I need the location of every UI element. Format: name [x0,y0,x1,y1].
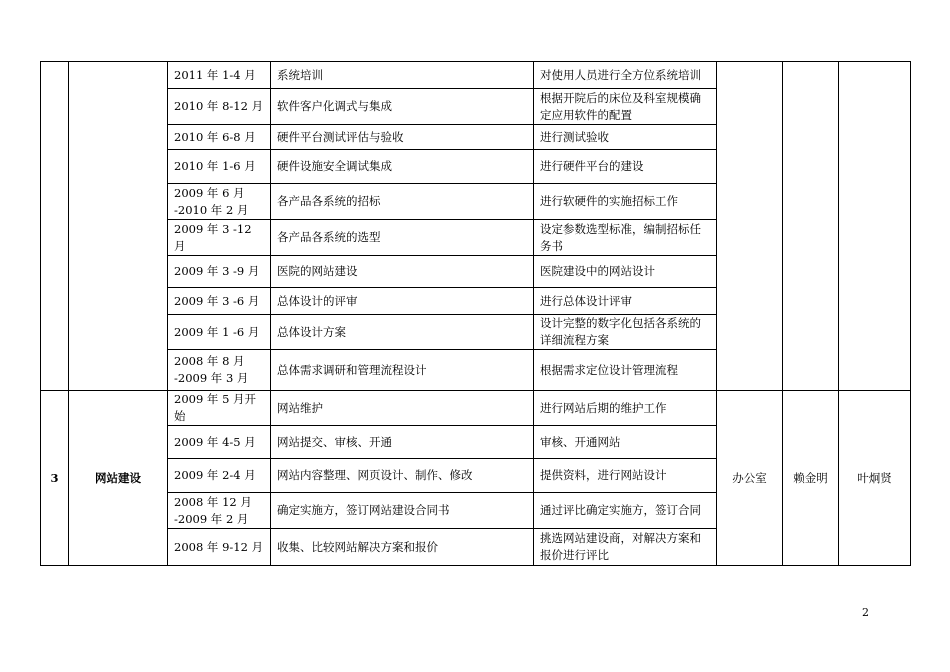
time-cell: 2009 年 6 月 -2010 年 2 月 [168,184,271,220]
item-number: 3 [41,391,69,566]
time-cell: 2009 年 3 -9 月 [168,256,271,288]
task-cell: 收集、比较网站解决方案和报价 [271,529,534,566]
time-cell: 2011 年 1-4 月 [168,62,271,89]
time-cell: 2010 年 1-6 月 [168,150,271,184]
department-cell [717,62,783,391]
content-cell: 挑选网站建设商，对解决方案和报价进行评比 [534,529,717,566]
task-cell: 各产品各系统的选型 [271,220,534,256]
task-cell: 硬件设施安全调试集成 [271,150,534,184]
project-cell [69,62,168,391]
leader-cell: 叶炯贤 [839,391,911,566]
time-cell: 2009 年 3 -12 月 [168,220,271,256]
content-cell: 设计完整的数字化包括各系统的详细流程方案 [534,315,717,350]
plan-table [40,61,911,566]
task-cell: 确定实施方，签订网站建设合同书 [271,493,534,529]
task-cell: 系统培训 [271,62,534,89]
time-cell: 2009 年 5 月开始 [168,391,271,426]
content-cell: 设定参数选型标准，编制招标任务书 [534,220,717,256]
task-cell: 总体设计方案 [271,315,534,350]
content-cell: 通过评比确定实施方，签订合同 [534,493,717,529]
time-cell: 2010 年 8-12 月 [168,89,271,125]
content-cell: 对使用人员进行全方位系统培训 [534,62,717,89]
content-cell: 进行软硬件的实施招标工作 [534,184,717,220]
leader-cell [839,62,911,391]
table-row [41,391,911,426]
task-cell: 硬件平台测试评估与验收 [271,125,534,150]
content-cell: 提供资料，进行网站设计 [534,459,717,493]
task-cell: 各产品各系统的招标 [271,184,534,220]
content-cell: 根据开院后的床位及科室规模确定应用软件的配置 [534,89,717,125]
time-cell: 2010 年 6-8 月 [168,125,271,150]
task-cell: 网站维护 [271,391,534,426]
task-cell: 总体设计的评审 [271,288,534,315]
number-cell [41,62,69,391]
time-cell: 2009 年 3 -6 月 [168,288,271,315]
task-cell: 医院的网站建设 [271,256,534,288]
owner-cell: 赖金明 [783,391,839,566]
time-cell: 2008 年 8 月 -2009 年 3 月 [168,350,271,391]
content-cell: 进行总体设计评审 [534,288,717,315]
time-cell: 2009 年 4-5 月 [168,426,271,459]
time-cell: 2008 年 9-12 月 [168,529,271,566]
task-cell: 软件客户化调式与集成 [271,89,534,125]
content-cell: 根据需求定位设计管理流程 [534,350,717,391]
task-cell: 总体需求调研和管理流程设计 [271,350,534,391]
table-row [41,62,911,89]
task-cell: 网站内容整理、网页设计、制作、修改 [271,459,534,493]
content-cell: 医院建设中的网站设计 [534,256,717,288]
content-cell: 进行测试验收 [534,125,717,150]
project-name: 网站建设 [69,391,168,566]
owner-cell [783,62,839,391]
time-cell: 2008 年 12 月 -2009 年 2 月 [168,493,271,529]
task-cell: 网站提交、审核、开通 [271,426,534,459]
department-cell: 办公室 [717,391,783,566]
content-cell: 进行硬件平台的建设 [534,150,717,184]
time-cell: 2009 年 2-4 月 [168,459,271,493]
content-cell: 审核、开通网站 [534,426,717,459]
content-cell: 进行网站后期的维护工作 [534,391,717,426]
time-cell: 2009 年 1 -6 月 [168,315,271,350]
page-number: 2 [862,606,869,619]
